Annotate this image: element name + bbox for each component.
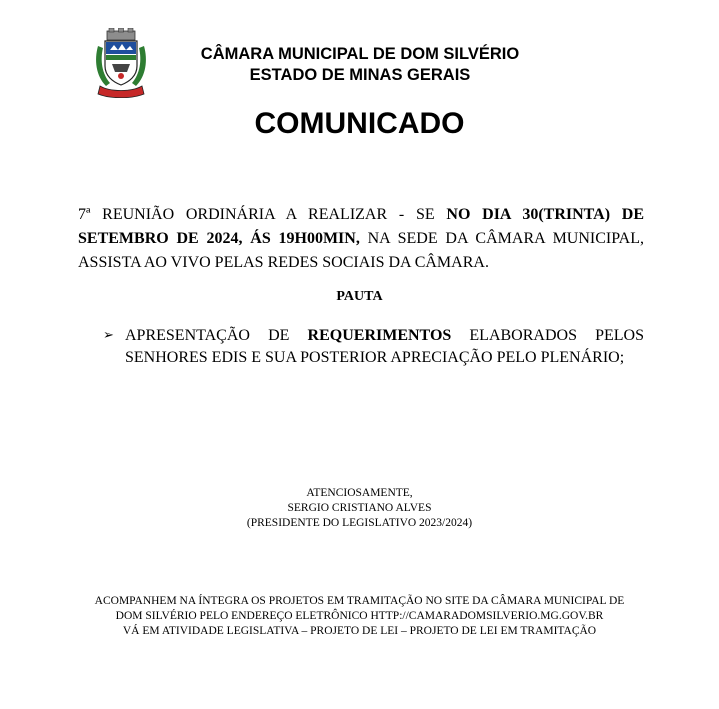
- pauta-heading: PAUTA: [336, 289, 383, 304]
- pauta-item-text: APRESENTAÇÃO DE REQUERIMENTOS ELABORADOS PELOS SENHORES EDIS E SUA POSTERIOR APRECIAÇÃO PELO PLENÁRIO;: [125, 327, 644, 366]
- institution-name: CÂMARA MUNICIPAL DE DOM SILVÉRIO: [200, 45, 520, 63]
- announcement-paragraph: [78, 203, 644, 275]
- pauta-item-keyword: REQUERIMENTOS: [307, 327, 452, 344]
- footer-line-3: VÁ EM ATIVIDADE LEGISLATIVA – PROJETO DE LEI – PROJETO DE LEI EM TRAMITAÇÃO: [122, 625, 597, 637]
- announcement-text-end: NA SEDE DA CÂMARA MUNICIPAL, ASSISTA AO VIVO PELAS REDES SOCIAIS DA CÂMARA.: [78, 230, 644, 271]
- footer-line-2: DOM SILVÉRIO PELO ENDEREÇO ELETRÔNICO HTTP://CAMARADOMSILVERIO.MG.GOV.BR: [115, 610, 604, 622]
- state-name: ESTADO DE MINAS GERAIS: [249, 66, 471, 84]
- municipal-coat-of-arms-icon: [92, 28, 150, 98]
- signature-role: (PRESIDENTE DO LEGISLATIVO 2023/2024): [246, 517, 473, 529]
- announcement-date: NO DIA 30(TRINTA) DE SETEMBRO DE 2024, ÁS 19H00MIN,: [78, 206, 644, 247]
- signature-name: SERGIO CRISTIANO ALVES: [287, 502, 432, 514]
- footer-note: [60, 594, 659, 639]
- signature-closing: ATENCIOSAMENTE,: [306, 487, 413, 499]
- signature-block: [0, 486, 719, 531]
- arrowhead-bullet-icon: ➢: [103, 328, 114, 343]
- footer-line-1: ACOMPANHEM NA ÍNTEGRA OS PROJETOS EM TRAMITAÇÃO NO SITE DA CÂMARA MUNICIPAL DE: [94, 595, 625, 607]
- pauta-list-item: [103, 325, 644, 369]
- announcement-text-start: 7ª REUNIÃO ORDINÁRIA A REALIZAR - SE: [78, 206, 447, 223]
- institution-header: [160, 44, 560, 86]
- page-title: COMUNICADO: [254, 107, 465, 140]
